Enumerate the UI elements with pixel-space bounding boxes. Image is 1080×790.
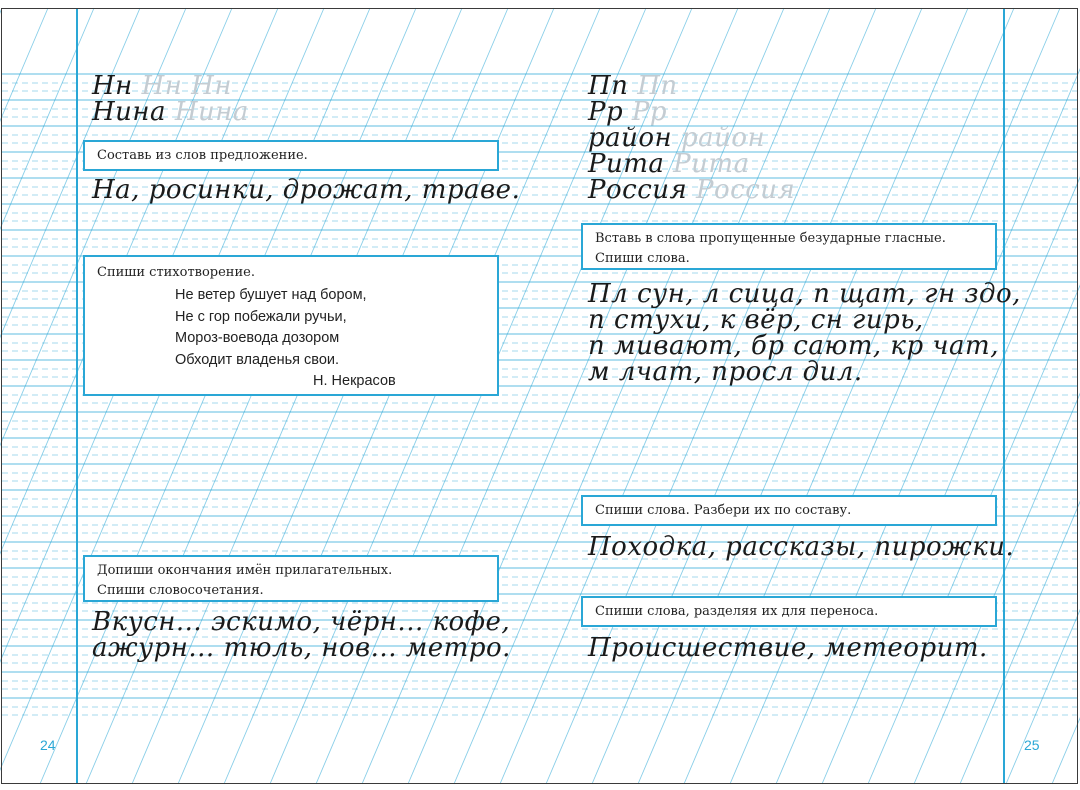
letter-row-sample: район xyxy=(680,123,766,153)
task-instruction: Спиши слова. xyxy=(595,251,690,266)
letter-row-p xyxy=(588,72,678,100)
page-number-right: 25 xyxy=(1024,737,1040,753)
task-handwritten-text: м лчат, просл дил. xyxy=(588,357,863,387)
poem-line: Мороз-воевода дозором xyxy=(175,330,340,346)
task-box-make-sentence xyxy=(83,140,499,171)
letter-row-rossiya xyxy=(588,176,795,204)
poem-line: Обходит владенья свои. xyxy=(175,351,340,368)
left-page-margin-line xyxy=(76,8,78,784)
page-number-left: 24 xyxy=(40,737,56,753)
letter-row-sample: Нина xyxy=(174,97,249,127)
letter-row-sample: Рр xyxy=(631,97,668,127)
task-handwritten-text: Происшествие, метеорит. xyxy=(588,633,988,663)
letter-row-rita xyxy=(588,150,750,178)
task-handwritten-text: п мивают, бр сают, кр чат, xyxy=(588,331,999,361)
task-box-hyphenation xyxy=(581,596,997,627)
letter-row-nina xyxy=(92,98,249,126)
letter-row-r xyxy=(588,98,667,126)
right-page-margin-line xyxy=(1003,8,1005,784)
poem-line: Не ветер бушует над бором, xyxy=(175,287,367,303)
task-handwritten-text: Походка, рассказы, пирожки. xyxy=(588,532,1015,562)
letter-row-model: Пп xyxy=(588,71,629,101)
task-instruction: Спиши стихотворение. xyxy=(97,265,255,280)
letter-row-model: Рр xyxy=(588,97,624,127)
task-box-word-structure xyxy=(581,495,997,526)
letter-row-model: Рита xyxy=(588,149,665,179)
letter-row-model: район xyxy=(588,123,673,153)
letter-row-sample: Нн Нн xyxy=(141,71,232,101)
task-instruction: Спиши слова, разделяя их для переноса. xyxy=(595,604,879,619)
task-handwritten-text: ажурн... тюль, нов... метро. xyxy=(92,633,511,663)
letter-row-n xyxy=(92,72,232,100)
task-box-unstressed-vowels xyxy=(581,223,997,270)
letter-row-sample: Пп xyxy=(637,71,678,101)
task-box-poem xyxy=(83,255,499,396)
task-instruction: Вставь в слова пропущенные безударные гласные. xyxy=(595,231,946,246)
letter-row-model: Нн xyxy=(92,71,133,101)
letter-row-raion xyxy=(588,124,765,152)
poem xyxy=(175,285,485,371)
task-handwritten-text: Пл сун, л сица, п щат, гн здо, xyxy=(588,279,1021,309)
task-instruction: Спиши словосочетания. xyxy=(97,583,264,598)
task-handwritten-text: Вкусн... эскимо, чёрн... кофе, xyxy=(92,607,511,637)
poem-line: Не с гор побежали ручьи, xyxy=(175,308,347,325)
letter-row-sample: Рита xyxy=(673,149,750,179)
poem-author: Н. Некрасов xyxy=(313,373,396,389)
task-handwritten-text: На, росинки, дрожат, траве. xyxy=(92,175,521,205)
letter-row-model: Россия xyxy=(588,175,688,205)
task-instruction: Спиши слова. Разбери их по составу. xyxy=(595,503,852,518)
task-instruction: Составь из слов предложение. xyxy=(97,148,308,163)
task-handwritten-text: п стухи, к вёр, сн гирь, xyxy=(588,305,924,335)
letter-row-model: Нина xyxy=(92,97,167,127)
task-instruction: Допиши окончания имён прилагательных. xyxy=(97,563,393,578)
letter-row-sample: Россия xyxy=(696,175,796,205)
task-box-adjective-endings xyxy=(83,555,499,602)
